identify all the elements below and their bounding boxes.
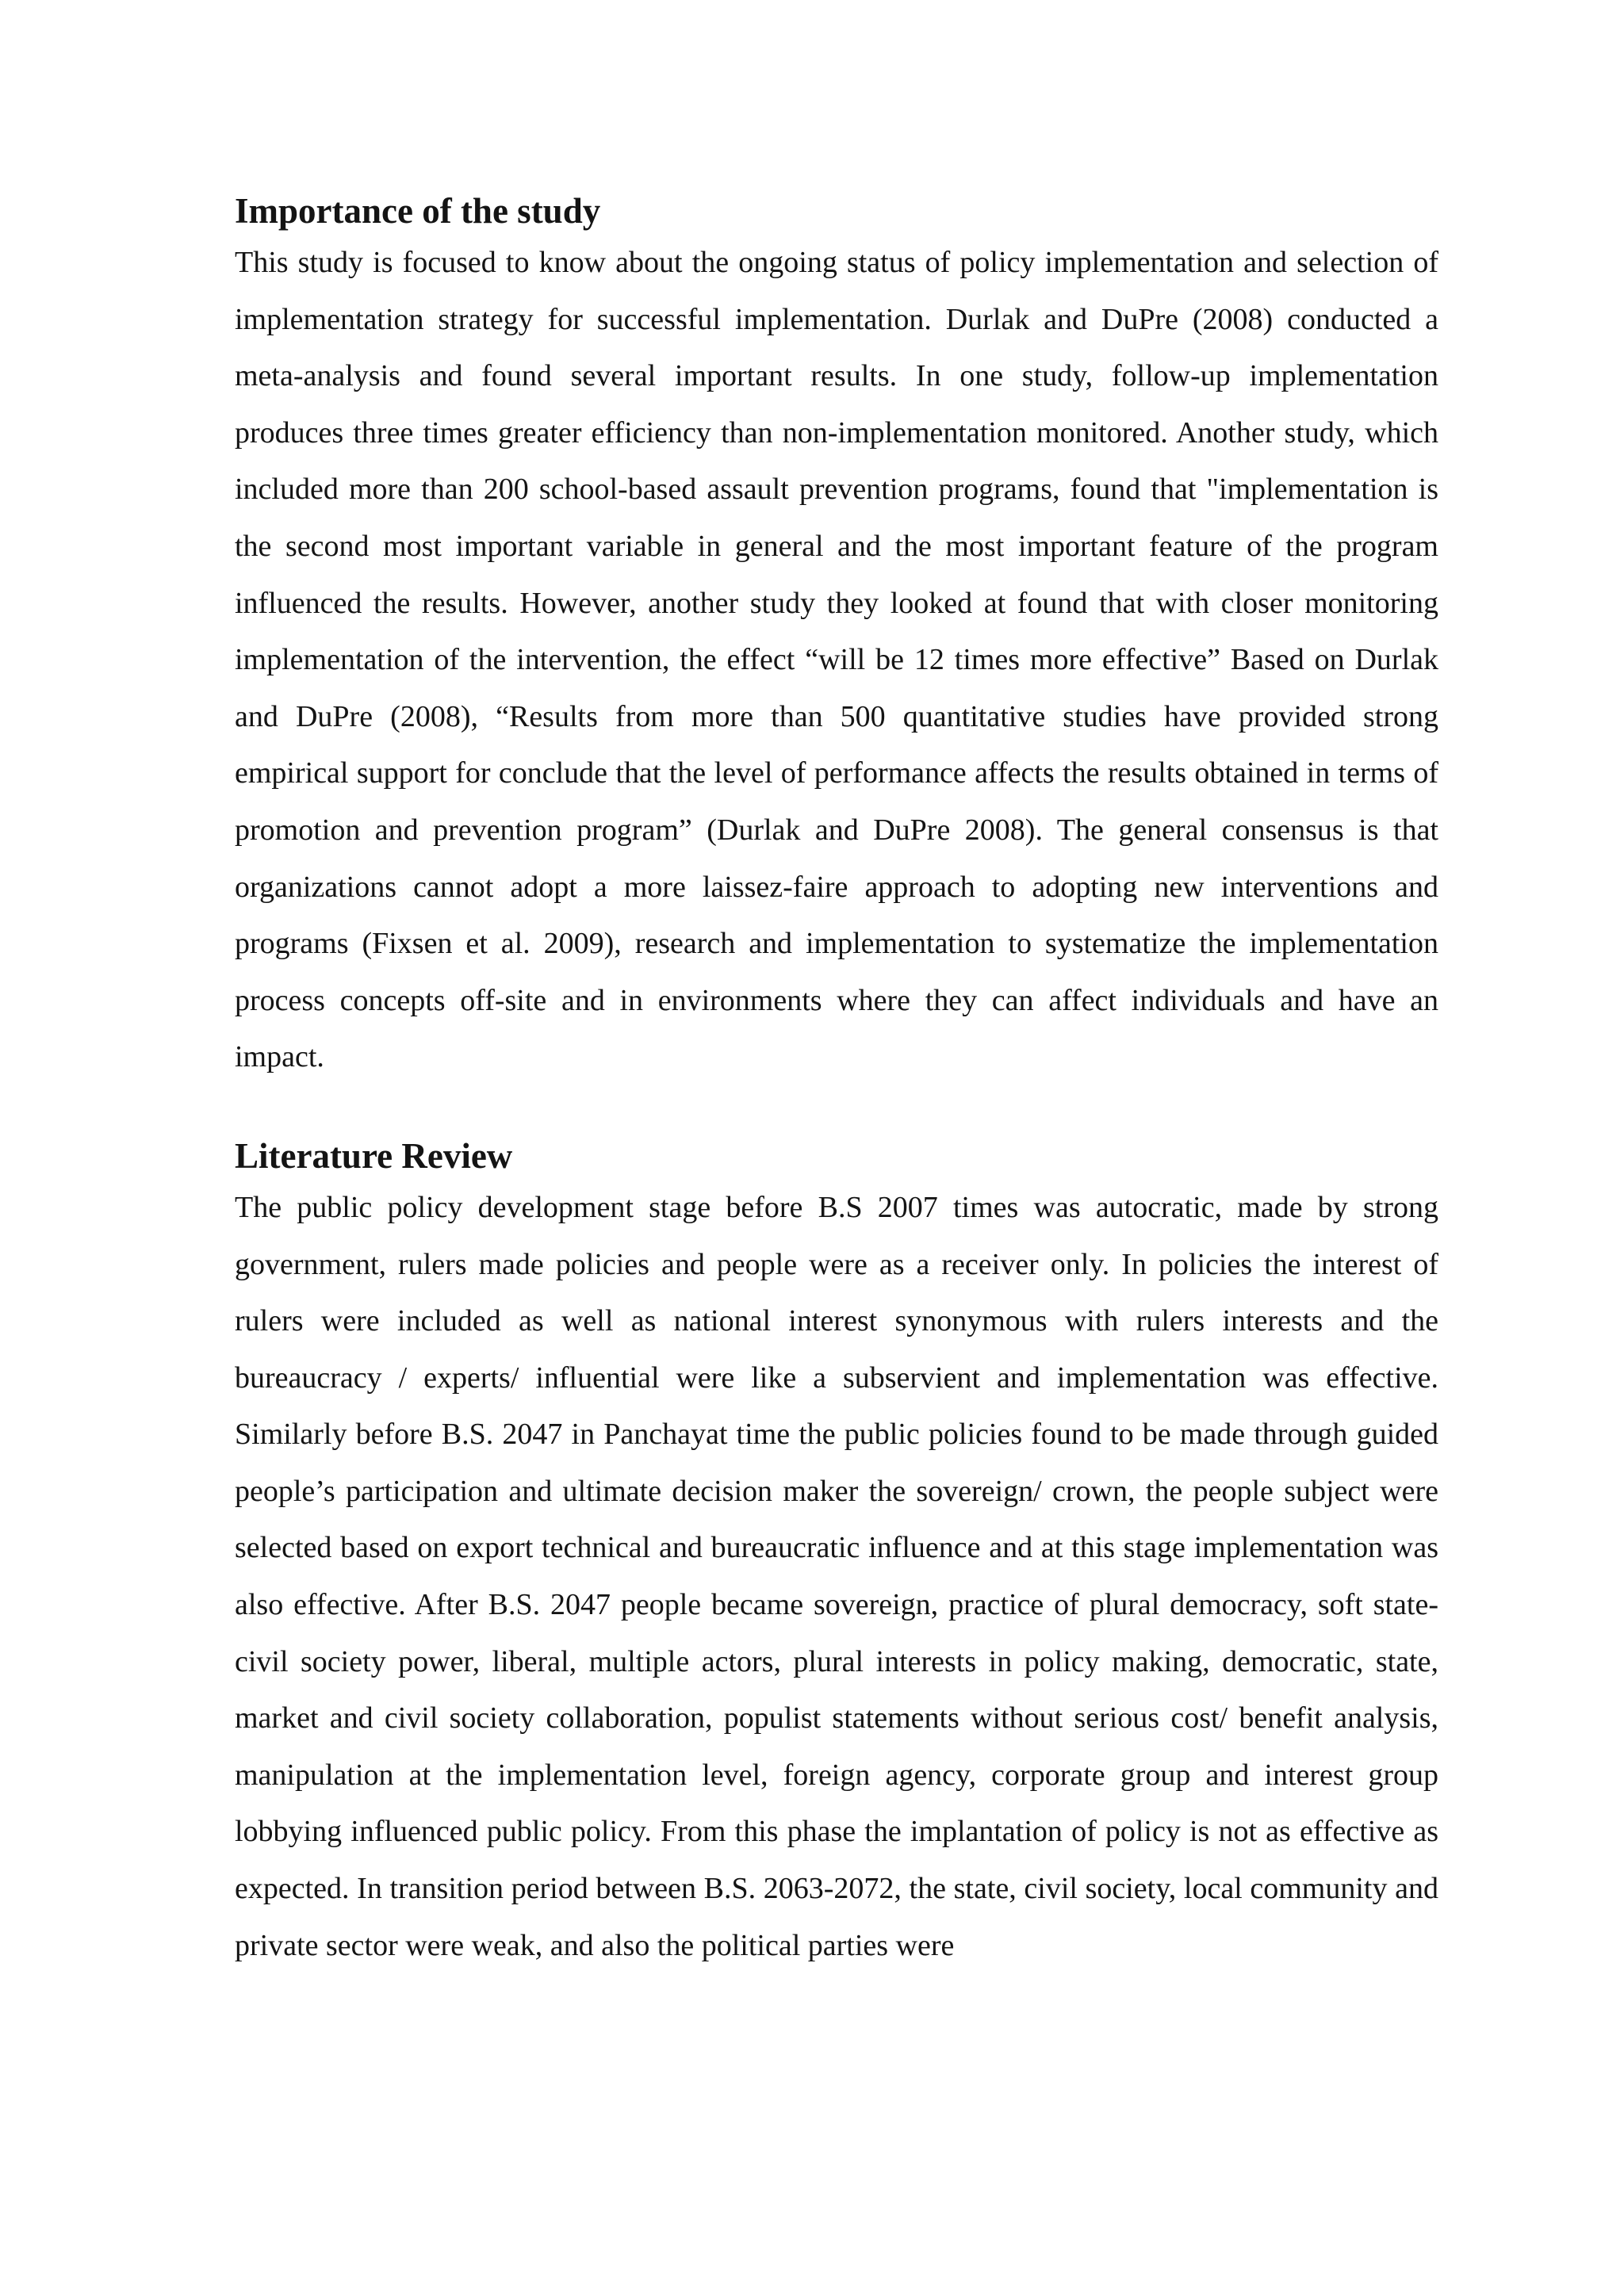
- section-body-importance: This study is focused to know about the ongoing status of policy implementation and selection of implementation strategy for successful implementation. Durlak and DuPre (2008) conducted a meta-analysis and found several important results. In one study, follow-up implementation produces three times greater efficiency than non-implementation monitored. Another study, which included more than 200 school-based assault prevention programs, found that "implementation is the second most important variable in general and the most important feature of the program influenced the results. However, another study they looked at found that with closer monitoring implementation of the intervention, the effect “will be 12 times more effective” Based on Durlak and DuPre (2008), “Results from more than 500 quantitative studies have provided strong empirical support for conclude that the level of performance affects the results obtained in terms of promotion and prevention program” (Durlak and DuPre 2008). The general consensus is that organizations cannot adopt a more laissez-faire approach to adopting new interventions and programs (Fixsen et al. 2009), research and implementation to systematize the implementation process concepts off-site and in environments where they can affect individuals and have an impact.: [235, 246, 1438, 1074]
- section-body-literature-review: The public policy development stage before B.S 2007 times was autocratic, made by strong government, rulers made policies and people were as a receiver only. In policies the interest of rulers were included as well as national interest synonymous with rulers interests and the bureaucracy / experts/ influential were like a subservient and implementation was effective. Similarly before B.S. 2047 in Panchayat time the public policies found to be made through guided people’s participation and ultimate decision maker the sovereign/ crown, the people subject were selected based on export technical and bureaucratic influence and at this stage implementation was also effective. After B.S. 2047 people became sovereign, practice of plural democracy, soft state- civil society power, liberal, multiple actors, plural interests in policy making, democratic, state, market and civil society collaboration, populist statements without serious cost/ benefit analysis, manipulation at the implementation level, foreign agency, corporate group and interest group lobbying influenced public policy. From this phase the implantation of policy is not as effective as expected. In transition period between B.S. 2063-2072, the state, civil society, local community and private sector were weak, and also the political parties were: [235, 1190, 1438, 1962]
- section-heading-importance: Importance of the study: [235, 191, 601, 231]
- section-heading-literature-review: Literature Review: [235, 1135, 513, 1176]
- document-page: [235, 187, 1438, 1974]
